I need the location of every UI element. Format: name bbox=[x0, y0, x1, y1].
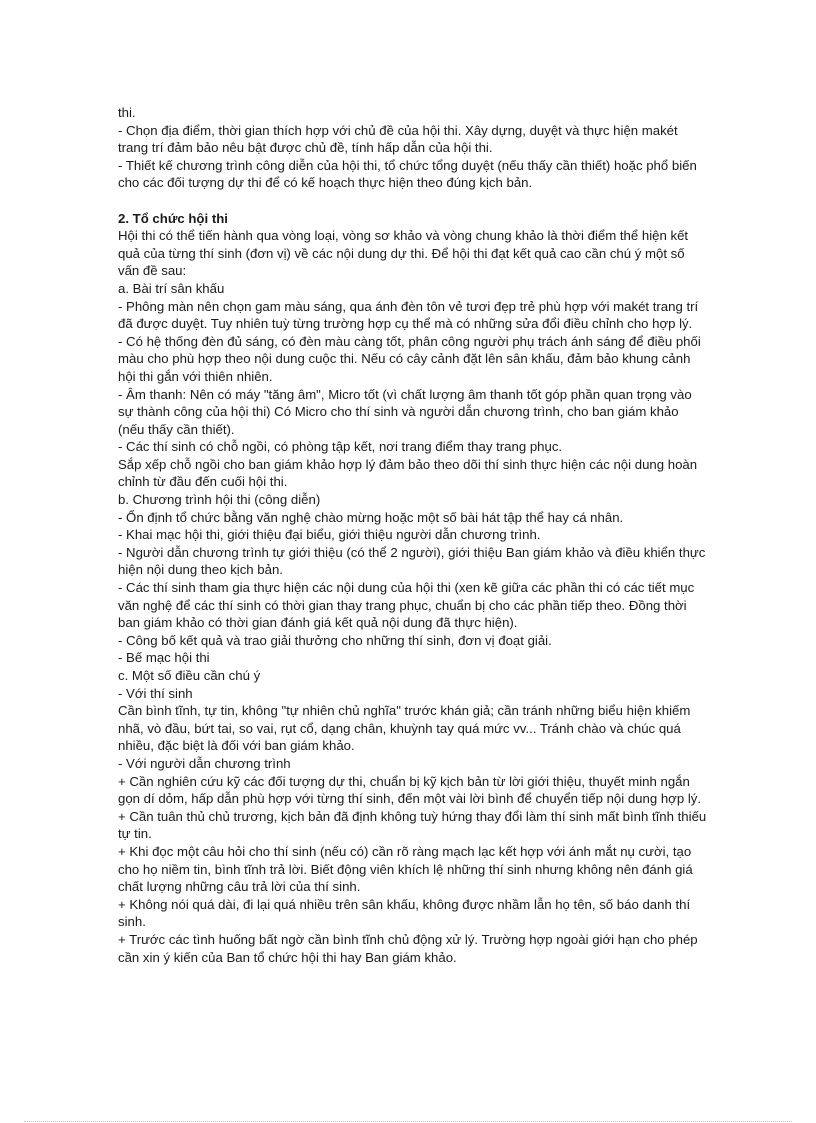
paragraph: - Công bố kết quả và trao giải thưởng cho những thí sinh, đơn vị đoạt giải. bbox=[118, 632, 552, 648]
paragraph: - Với thí sinh bbox=[118, 685, 193, 701]
paragraph: + Cần tuân thủ chủ trương, kịch bản đã định không tuỳ hứng thay đổi làm thí sinh mất bình tĩnh thiếu tự tin. bbox=[118, 808, 707, 842]
paragraph: - Chọn địa điểm, thời gian thích hợp với chủ đề của hội thi. Xây dựng, duyệt và thực hiện makét trang trí đảm bảo nêu bật được chủ đề, tính hấp dẫn của hội thi. bbox=[118, 122, 678, 156]
section-heading: 2. Tổ chức hội thi bbox=[118, 210, 228, 226]
paragraph: Sắp xếp chỗ ngồi cho ban giám khảo hợp lý đảm bảo theo dõi thí sinh thực hiện các nội dung hoàn chỉnh từ đầu đến cuối hội thi. bbox=[118, 456, 698, 490]
subheading-notes: c. Một số điều cần chú ý bbox=[118, 668, 261, 683]
paragraph: thi. bbox=[118, 105, 136, 120]
paragraph: + Khi đọc một câu hỏi cho thí sinh (nếu có) cần rõ ràng mạch lạc kết hợp với ánh mắt nụ cười, tạo cho họ niềm tin, bình tĩnh trả lời. Biết động viên khích lệ những thí sinh nhưng không nên đánh giá chất lượng những câu trả lời của thí sinh. bbox=[118, 843, 693, 895]
paragraph: - Phông màn nên chọn gam màu sáng, qua ánh đèn tôn vẻ tươi đẹp trẻ phù hợp với makét trang trí đã được duyệt. Tuy nhiên tuỳ từng trường hợp cụ thể mà có những sửa đổi điều chỉnh cho hợp lý. bbox=[118, 298, 699, 332]
paragraph-gap bbox=[118, 192, 708, 210]
subheading-stage-setup: a. Bài trí sân khấu bbox=[118, 280, 225, 296]
paragraph: - Các thí sinh có chỗ ngồi, có phòng tập kết, nơi trang điểm thay trang phục. bbox=[118, 439, 563, 455]
page-bottom-divider bbox=[24, 1121, 792, 1122]
paragraph: - Khai mạc hội thi, giới thiệu đại biểu, giới thiệu người dẫn chương trình. bbox=[118, 527, 541, 543]
paragraph: - Ổn định tổ chức bằng văn nghệ chào mừng hoặc một số bài hát tập thể hay cá nhân. bbox=[118, 509, 624, 525]
paragraph: Cần bình tĩnh, tự tin, không "tự nhiên chủ nghĩa" trước khán giả; cần tránh những biểu hiện khiếm nhã, vò đầu, bứt tai, so vai, rụt cổ, dạng chân, khuỳnh tay quá mức vv... Tránh chào và chúc quá nhiều, đặc biệt là đối với ban giám khảo. bbox=[118, 703, 691, 754]
paragraph: - Người dẫn chương trình tự giới thiệu (có thể 2 người), giới thiệu Ban giám khảo và điều khiển thực hiện nội dung theo kịch bản. bbox=[118, 544, 706, 578]
paragraph: Hội thi có thể tiến hành qua vòng loại, vòng sơ khảo và vòng chung khảo là thời điểm thể hiện kết quả của từng thí sinh (đơn vị) về các nội dung dự thi. Để hội thi đạt kết quả cao cần chú ý một số vấn đề sau: bbox=[118, 228, 689, 279]
paragraph: - Âm thanh: Nên có máy "tăng âm", Micro tốt (vì chất lượng âm thanh tốt góp phần quan trọng vào sự thành công của hội thi) Có Micro cho thí sinh và người dẫn chương trình, cho ban giám khảo (nếu thấy cần thiết). bbox=[118, 386, 692, 437]
paragraph: - Với người dẫn chương trình bbox=[118, 755, 291, 771]
paragraph: + Không nói quá dài, đi lại quá nhiều trên sân khấu, không được nhầm lẫn họ tên, số báo danh thí sinh. bbox=[118, 896, 691, 930]
paragraph: - Bế mạc hội thi bbox=[118, 650, 210, 666]
paragraph: - Thiết kế chương trình công diễn của hội thi, tổ chức tổng duyệt (nếu thấy cần thiết) hoặc phổ biến cho các đối tượng dự thi để có kế hoạch thực hiện theo đúng kịch bản. bbox=[118, 157, 697, 191]
paragraph: - Các thí sinh tham gia thực hiện các nội dung của hội thi (xen kẽ giữa các phần thi có các tiết mục văn nghệ để các thí sinh có thời gian thay trang phục, chuẩn bị cho các phần tiếp theo. Đồng thời ban giám khảo có thời gian đánh giá kết quả nội dung đã thực hiện). bbox=[118, 580, 695, 631]
subheading-program: b. Chương trình hội thi (công diễn) bbox=[118, 492, 321, 508]
paragraph: - Có hệ thống đèn đủ sáng, có đèn màu càng tốt, phân công người phụ trách ánh sáng để điều phối màu cho phù hợp theo nội dung cuộc thi. Nếu có cây cảnh đặt lên sân khấu, đảm bảo khung cảnh hội thi gắn với thiên nhiên. bbox=[118, 333, 701, 384]
document-page bbox=[118, 104, 708, 966]
paragraph: + Trước các tình huống bất ngờ cần bình tĩnh chủ động xử lý. Trường hợp ngoài giới hạn cho phép cần xin ý kiến của Ban tổ chức hội thi hay Ban giám khảo. bbox=[118, 931, 698, 965]
paragraph: + Cần nghiên cứu kỹ các đối tượng dự thi, chuẩn bị kỹ kịch bản từ lời giới thiệu, thuyết minh ngắn gọn dí dỏm, hấp dẫn phù hợp với từng thí sinh, đến một vài lời bình để chuyển tiếp nội dung hợp lý. bbox=[118, 773, 702, 807]
